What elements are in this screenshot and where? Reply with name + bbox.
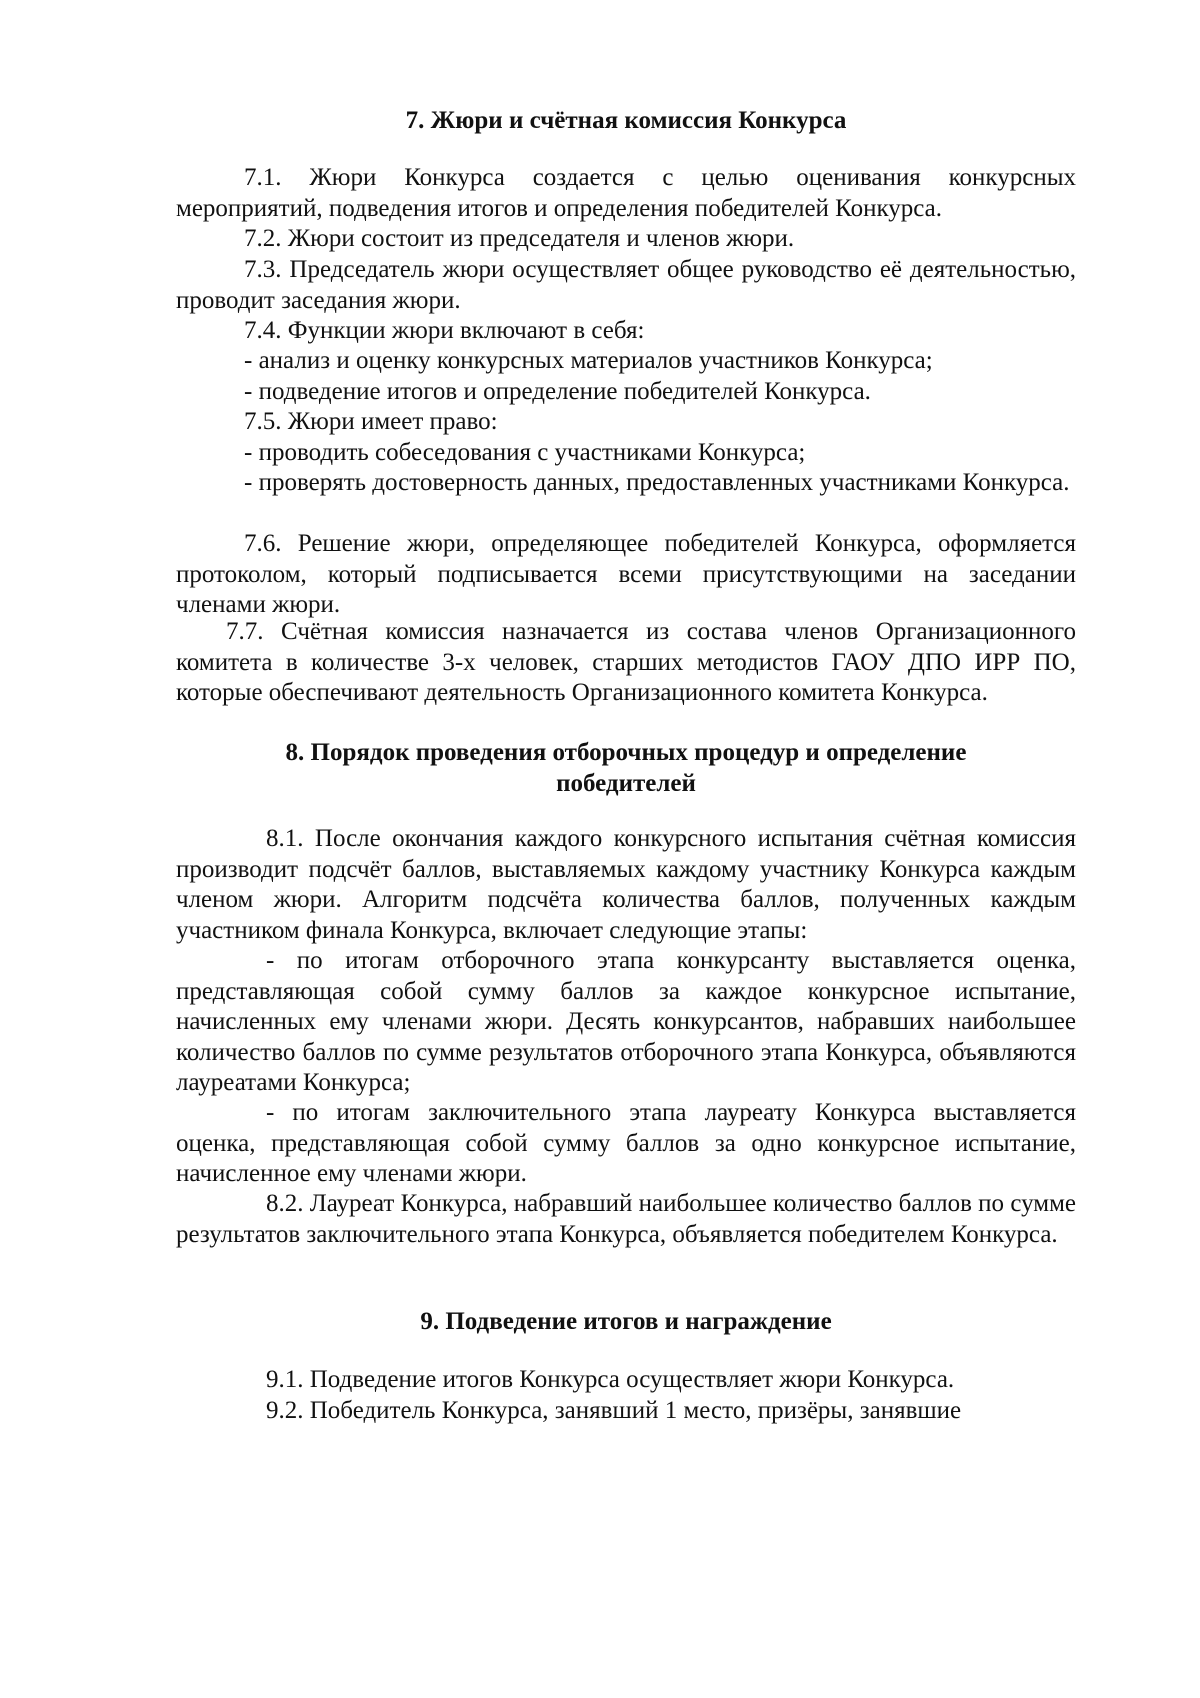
list-item-8-1-b: - по итогам заключительного этапа лауреату Конкурса выставляется оценка, представляющая собой сумму баллов за одно конкурсное испытание, начисленное ему членами жюри.: [176, 1099, 1076, 1187]
paragraph-7-3: 7.3. Председатель жюри осуществляет общее руководство её деятельностью, проводит заседания жюри.: [176, 256, 1076, 314]
paragraph-7-2: 7.2. Жюри состоит из председателя и членов жюри.: [244, 225, 795, 252]
paragraph-7-1: 7.1. Жюри Конкурса создается с целью оценивания конкурсных мероприятий, подведения итогов и определения победителей Конкурса.: [176, 164, 1076, 222]
paragraph-9-1: 9.1. Подведение итогов Конкурса осуществляет жюри Конкурса.: [266, 1366, 955, 1393]
section-8-heading-line2: победителей: [556, 770, 696, 797]
list-item-7-5-a: - проводить собеседования с участниками Конкурса;: [244, 439, 806, 466]
list-item-7-5-b: - проверять достоверность данных, предоставленных участниками Конкурса.: [244, 469, 1070, 496]
list-item-8-1-a: - по итогам отборочного этапа конкурсанту выставляется оценка, представляющая собой сумму баллов за каждое конкурсное испытание, начисленных ему членами жюри. Десять конкурсантов, набравших наибольшее количество баллов по сумме результатов отборочного этапа Конкурса, объявляются лауреатами Конкурса;: [176, 947, 1076, 1096]
section-7-heading: 7. Жюри и счётная комиссия Конкурса: [405, 107, 847, 134]
paragraph-7-6: 7.6. Решение жюри, определяющее победителей Конкурса, оформляется протоколом, который подписывается всеми присутствующими на заседании членами жюри.: [176, 530, 1076, 618]
paragraph-8-2: 8.2. Лауреат Конкурса, набравший наибольшее количество баллов по сумме результатов заключительного этапа Конкурса, объявляется победителем Конкурса.: [176, 1190, 1076, 1248]
paragraph-7-5: 7.5. Жюри имеет право:: [244, 408, 498, 435]
section-8-heading: [176, 737, 1076, 799]
section-8-heading-line1: 8. Порядок проведения отборочных процедур и определение: [285, 739, 967, 766]
list-item-7-4-b: - подведение итогов и определение победителей Конкурса.: [244, 378, 871, 405]
section-9-heading: 9. Подведение итогов и награждение: [420, 1308, 832, 1335]
paragraph-8-1: 8.1. После окончания каждого конкурсного испытания счётная комиссия производит подсчёт баллов, выставляемых каждому участнику Конкурса каждым членом жюри. Алгоритм подсчёта количества баллов, полученных каждым участником финала Конкурса, включает следующие этапы:: [176, 825, 1076, 944]
list-item-7-4-a: - анализ и оценку конкурсных материалов участников Конкурса;: [244, 347, 933, 374]
paragraph-7-7: 7.7. Счётная комиссия назначается из состава членов Организационного комитета в количестве 3-х человек, старших методистов ГАОУ ДПО ИРР ПО, которые обеспечивают деятельность Организационного комитета Конкурса.: [176, 618, 1076, 706]
paragraph-7-4: 7.4. Функции жюри включают в себя:: [244, 317, 645, 344]
paragraph-9-2: 9.2. Победитель Конкурса, занявший 1 место, призёры, занявшие: [266, 1397, 962, 1424]
